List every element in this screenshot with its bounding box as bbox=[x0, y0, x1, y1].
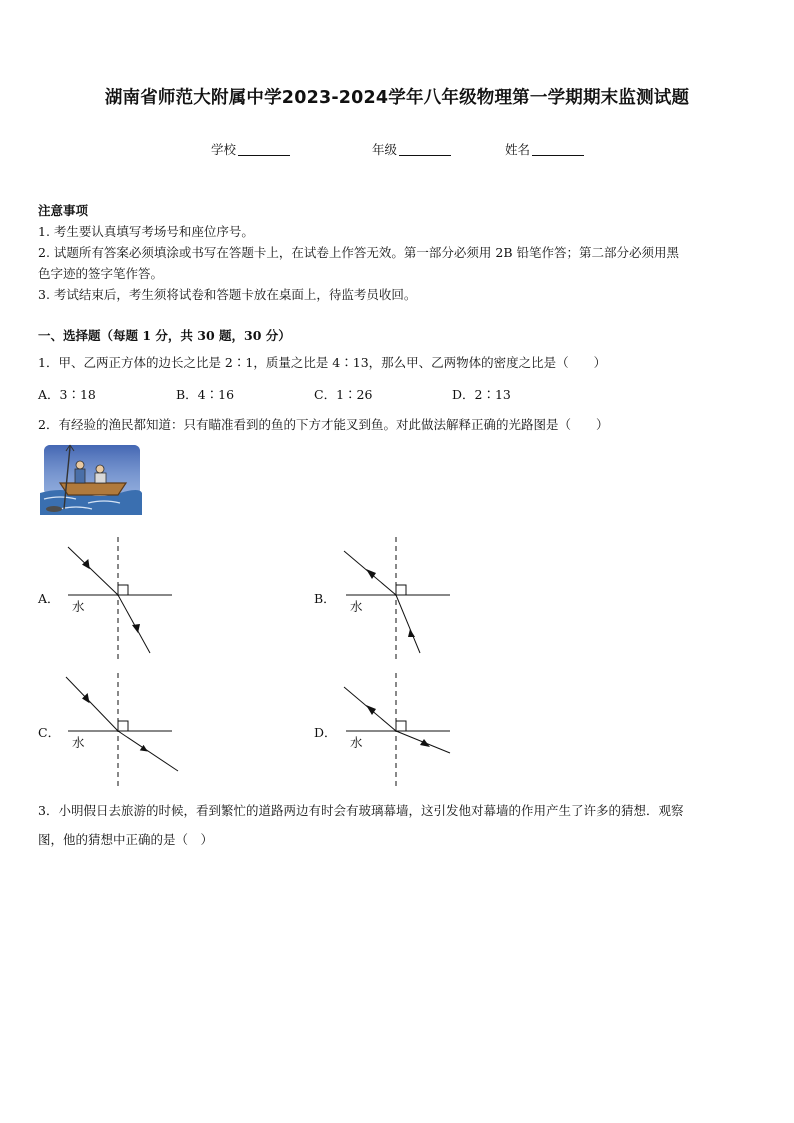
notice-item-1: 1. 考生要认真填写考场号和座位序号。 bbox=[38, 224, 254, 239]
q3-stem-line1: 3．小明假日去旅游的时候，看到繁忙的道路两边有时会有玻璃幕墙，这引发他对幕墙的作用产生了许多的猜想．观察 bbox=[38, 803, 684, 818]
notice-heading: 注意事项 bbox=[38, 203, 89, 218]
q2-diagram-d bbox=[338, 673, 460, 789]
q2-option-d-letter: D． bbox=[314, 725, 337, 740]
notice-item-2: 2. 试题所有答案必须填涂或书写在答题卡上，在试卷上作答无效。第一部分必须用 2B 铅笔作答；第二部分必须用黑 bbox=[38, 245, 679, 260]
grade-field bbox=[372, 140, 451, 158]
page-title: 湖南省师范大附属中学2023-2024学年八年级物理第一学期期末监测试题 bbox=[104, 88, 690, 108]
grade-blank bbox=[399, 143, 451, 156]
notice-item-2-cont: 色字迹的签字笔作答。 bbox=[38, 266, 164, 281]
q1-option-b: B．4∶16 bbox=[176, 387, 235, 402]
name-field bbox=[505, 140, 584, 158]
q2-stem: 2．有经验的渔民都知道：只有瞄准看到的鱼的下方才能叉到鱼。对此做法解释正确的光路图是（ ） bbox=[38, 417, 609, 432]
water-label-c: 水 bbox=[72, 735, 85, 750]
q2-option-c-letter: C． bbox=[38, 725, 61, 740]
school-label: 学校 bbox=[211, 142, 237, 157]
water-label-b: 水 bbox=[350, 599, 363, 614]
section-heading: 一、选择题（每题 1 分，共 30 题，30 分） bbox=[38, 328, 291, 343]
notice-item-3: 3. 考试结束后，考生须将试卷和答题卡放在桌面上，待监考员收回。 bbox=[38, 287, 417, 302]
q2-option-a-letter: A． bbox=[38, 591, 60, 606]
school-field bbox=[211, 140, 290, 158]
q2-diagram-b bbox=[338, 537, 458, 659]
school-blank bbox=[238, 143, 290, 156]
q1-stem: 1．甲、乙两正方体的边长之比是 2∶1，质量之比是 4∶13，那么甲、乙两物体的密度之比是（ ） bbox=[38, 355, 607, 370]
q1-option-a: A．3∶18 bbox=[38, 387, 96, 402]
water-label-d: 水 bbox=[350, 735, 363, 750]
q1-option-d: D．2∶13 bbox=[452, 387, 511, 402]
grade-label: 年级 bbox=[372, 142, 398, 157]
q2-diagram-c bbox=[60, 673, 182, 789]
q3-stem-line2: 图，他的猜想中正确的是（ ） bbox=[38, 832, 214, 847]
name-label: 姓名 bbox=[505, 142, 531, 157]
q2-option-b-letter: B． bbox=[314, 591, 336, 606]
q2-diagram-a bbox=[60, 537, 180, 659]
water-label-a: 水 bbox=[72, 599, 85, 614]
q1-option-c: C．1∶26 bbox=[314, 387, 373, 402]
fisherman-illustration bbox=[40, 443, 142, 519]
name-blank bbox=[532, 143, 584, 156]
